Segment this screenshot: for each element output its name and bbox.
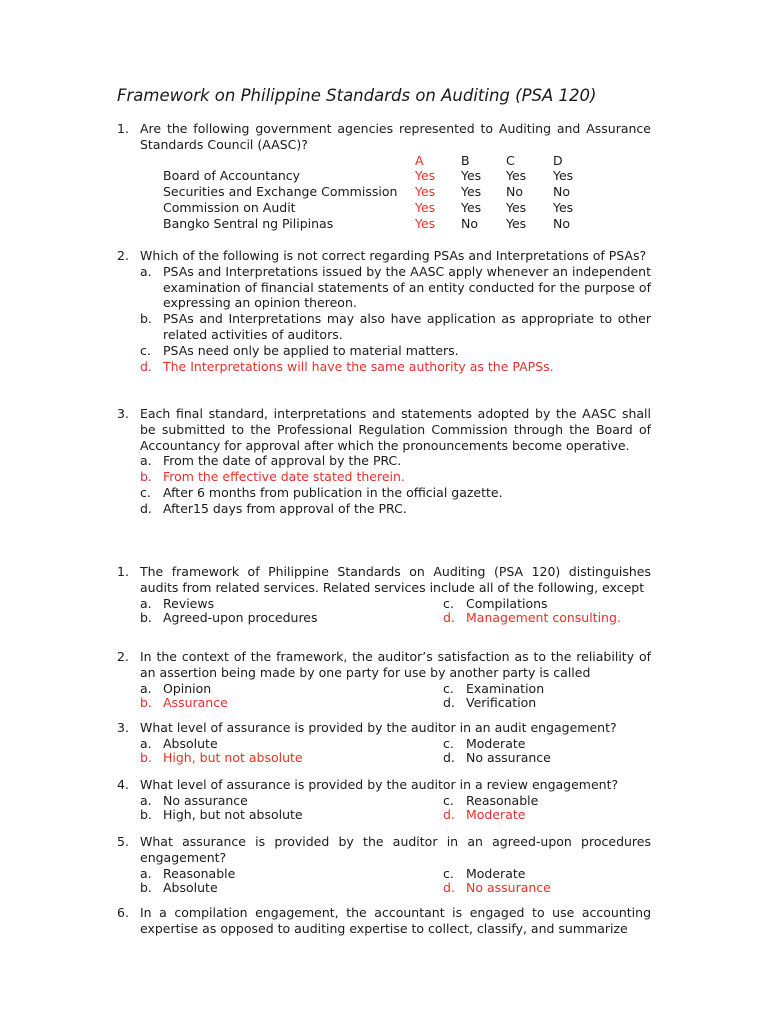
question-number: 2.: [117, 248, 129, 263]
options-grid: [140, 736, 651, 765]
options-grid: [140, 866, 651, 895]
option-c: c. After 6 months from publication in the official gazette.: [140, 484, 503, 500]
option-c: c. Examination: [443, 680, 545, 696]
question-text: Are the following government agencies represented to Auditing and Assurance Standards Council (AASC)?: [140, 121, 651, 152]
option-b-answer: b. From the effective date stated therein.: [140, 469, 405, 485]
option-d: d. After15 days from approval of the PRC.: [140, 500, 407, 516]
question-2: [117, 248, 651, 374]
answer-b: Yes: [461, 168, 482, 184]
option-a: a. PSAs and Interpretations issued by the AASC apply whenever an independent examination of financial statements of an entity conducted for the purpose of expressing an opinion thereon.: [140, 263, 651, 311]
answer-d: No: [553, 215, 570, 231]
option-d: d. No assurance: [443, 750, 551, 766]
option-b: b. Absolute: [140, 879, 218, 895]
col-header-d: D: [553, 152, 563, 168]
answer-d: Yes: [553, 199, 574, 215]
answer-c: Yes: [506, 168, 527, 184]
option-c: c. PSAs need only be applied to material matters.: [140, 342, 459, 358]
agency-name: Bangko Sentral ng Pilipinas: [163, 215, 334, 231]
question-text: In a compilation engagement, the accountant is engaged to use accounting expertise as opposed to auditing expertise to collect, classify, and summarize: [140, 905, 651, 936]
option-a: a. From the date of approval by the PRC.: [140, 453, 402, 469]
answer-b: No: [461, 215, 478, 231]
answer-d: No: [553, 184, 570, 200]
option-a: a. Absolute: [140, 735, 218, 751]
question-3: [117, 406, 651, 517]
option-d: d. Verification: [443, 694, 537, 710]
question-number: 1.: [117, 121, 129, 136]
answer-a: Yes: [415, 215, 436, 231]
question-s2-2: [117, 649, 651, 709]
col-header-a: A: [415, 152, 424, 168]
question-number: 1.: [117, 564, 129, 579]
option-b-answer: b. High, but not absolute: [140, 750, 303, 766]
answer-b: Yes: [461, 199, 482, 215]
answer-a: Yes: [415, 199, 436, 215]
question-text: What assurance is provided by the auditor in an agreed-upon procedures engagement?: [140, 834, 651, 865]
agency-name: Board of Accountancy: [163, 168, 301, 184]
question-text: What level of assurance is provided by the auditor in a review engagement?: [140, 777, 619, 792]
table-header-row: [163, 153, 651, 169]
answer-a: Yes: [415, 184, 436, 200]
option-a: a. Reasonable: [140, 865, 236, 881]
answer-c: No: [506, 184, 523, 200]
option-d-answer: d. Moderate: [443, 807, 526, 823]
answer-b: Yes: [461, 184, 482, 200]
question-s2-3: [117, 720, 651, 764]
option-b: b. High, but not absolute: [140, 807, 303, 823]
option-d-answer: d. The Interpretations will have the same authority as the PAPSs.: [140, 358, 554, 374]
table-row: [163, 168, 651, 184]
option-a: a. Reviews: [140, 595, 215, 611]
question-number: 5.: [117, 834, 129, 849]
option-b: b. Agreed-upon procedures: [140, 609, 318, 625]
question-s2-6: [117, 905, 651, 937]
question-s2-5: [117, 834, 651, 894]
table-row: [163, 200, 651, 216]
question-number: 6.: [117, 905, 129, 920]
question-text: Each final standard, interpretations and statements adopted by the AASC shall be submitted to the Professional Regulation Commission through the Board of Accountancy for approval after which the pronouncements become operative.: [140, 406, 651, 453]
table-row: [163, 184, 651, 200]
question-number: 2.: [117, 649, 129, 664]
answer-c: Yes: [506, 215, 527, 231]
question-number: 4.: [117, 777, 129, 792]
option-b-answer: b. Assurance: [140, 694, 228, 710]
question-text: Which of the following is not correct regarding PSAs and Interpretations of PSAs?: [140, 248, 647, 263]
question-text: In the context of the framework, the auditor’s satisfaction as to the reliability of an assertion being made by one party for use by another party is called: [140, 649, 651, 680]
question-text: The framework of Philippine Standards on Auditing (PSA 120) distinguishes audits from related services. Related services include all of the following, except: [140, 564, 651, 595]
col-header-c: C: [506, 152, 515, 168]
question-number: 3.: [117, 406, 129, 421]
question-text: What level of assurance is provided by the auditor in an audit engagement?: [140, 720, 617, 735]
option-c: c. Moderate: [443, 865, 526, 881]
agency-table: [163, 153, 651, 232]
col-header-b: B: [461, 152, 470, 168]
question-s2-4: [117, 777, 651, 821]
agency-name: Securities and Exchange Commission: [163, 184, 398, 200]
option-c: c. Moderate: [443, 735, 526, 751]
option-d-answer: d. Management consulting.: [443, 609, 621, 625]
answer-c: Yes: [506, 199, 527, 215]
options-grid: [140, 596, 651, 625]
agency-name: Commission on Audit: [163, 199, 296, 215]
option-c: c. Compilations: [443, 595, 548, 611]
answer-a: Yes: [415, 168, 436, 184]
options-grid: [140, 793, 651, 822]
options-grid: [140, 681, 651, 710]
answer-d: Yes: [553, 168, 574, 184]
page-title: Framework on Philippine Standards on Auditing (PSA 120): [117, 86, 597, 105]
table-row: [163, 216, 651, 232]
question-1: [117, 121, 651, 232]
option-b: b. PSAs and Interpretations may also have application as appropriate to other related activities of auditors.: [140, 311, 651, 342]
question-s2-1: [117, 564, 651, 624]
option-d-answer: d. No assurance: [443, 879, 551, 895]
option-c: c. Reasonable: [443, 792, 539, 808]
option-a: a. No assurance: [140, 792, 248, 808]
question-number: 3.: [117, 720, 129, 735]
option-a: a. Opinion: [140, 680, 212, 696]
